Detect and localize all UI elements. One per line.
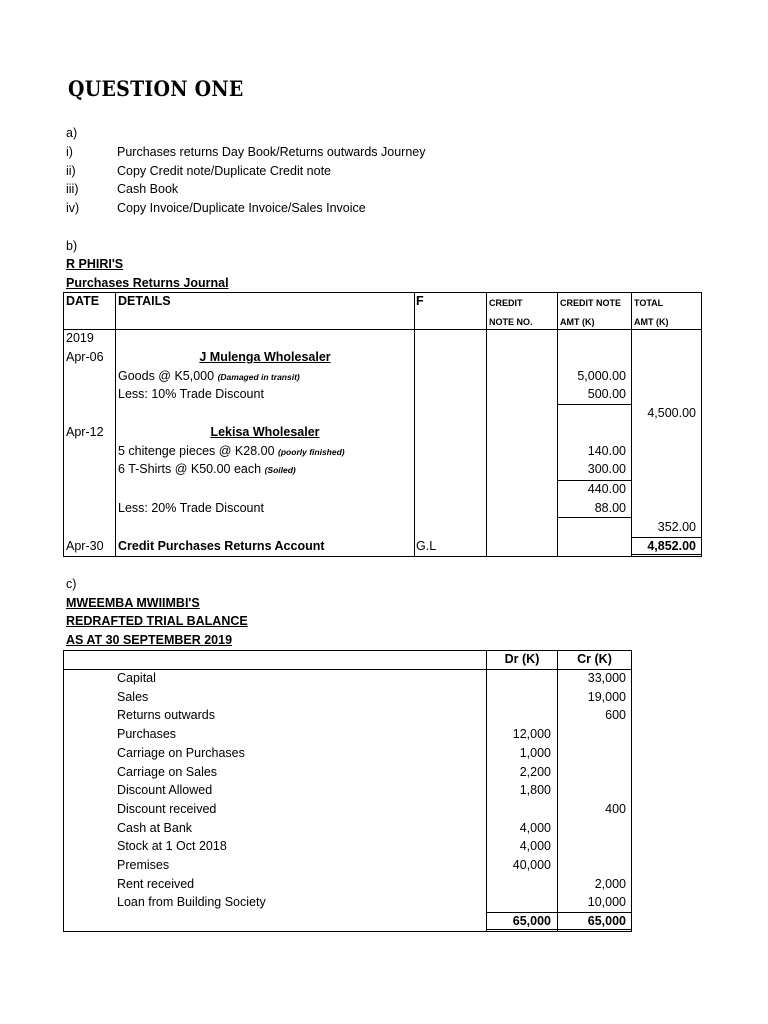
part-c-label: c)	[66, 577, 77, 591]
entry-line-note: (Damaged in transit)	[217, 372, 300, 382]
year: 2019	[66, 331, 94, 345]
entry-date: Apr-30	[66, 539, 104, 553]
table-row-item: Capital	[117, 671, 156, 685]
table-row-item: Carriage on Purchases	[117, 746, 245, 760]
table-row-item: Carriage on Sales	[117, 765, 218, 779]
table-row-cr: 400	[605, 802, 626, 816]
dr-header: Dr (K)	[504, 652, 540, 666]
list-item: Purchases returns Day Book/Returns outwards Journey	[117, 145, 426, 159]
entry-total: 352.00	[657, 520, 696, 534]
owner-name: MWEEMBA MWIIMBI'S	[66, 596, 200, 610]
total-dr: 65,000	[512, 914, 551, 928]
list-item-num: ii)	[66, 164, 76, 178]
table-row-item: Cash at Bank	[117, 821, 193, 835]
entry-date: Apr-12	[66, 425, 104, 439]
header-credit-note-no: NOTE NO.	[489, 317, 533, 327]
entry-line	[118, 444, 345, 458]
amount: 5,000.00	[577, 369, 626, 383]
entry-line-note: (poorly finished)	[278, 447, 345, 457]
entry-line-note: (Soiled)	[264, 465, 296, 475]
amount: 88.00	[594, 501, 626, 515]
entry-line-text: Goods @ K5,000	[118, 369, 218, 383]
trial-balance-date: AS AT 30 SEPTEMBER 2019	[66, 633, 233, 647]
header-date: DATE	[66, 294, 100, 308]
header-credit-note-amt: CREDIT NOTE	[560, 298, 622, 308]
page-title: QUESTION ONE	[68, 76, 244, 101]
table-row-cr: 10,000	[587, 895, 626, 909]
cr-header: Cr (K)	[577, 652, 612, 666]
header-details: DETAILS	[118, 294, 171, 308]
list-item-num: iii)	[66, 182, 79, 196]
header-folio: F	[416, 294, 424, 308]
table-row-cr: 33,000	[587, 671, 626, 685]
grand-total: 4,852.00	[647, 539, 696, 553]
amount: 300.00	[587, 462, 626, 476]
table-row-dr: 4,000	[519, 821, 551, 835]
final-details: Credit Purchases Returns Account	[118, 539, 325, 553]
table-row-dr: 4,000	[519, 839, 551, 853]
table-row-item: Stock at 1 Oct 2018	[117, 839, 227, 853]
table-row-dr: 1,800	[519, 783, 551, 797]
supplier-name: Lekisa Wholesaler	[210, 425, 320, 439]
table-row-item: Discount Allowed	[117, 783, 213, 797]
part-b-label: b)	[66, 239, 78, 253]
table-row-dr: 1,000	[519, 746, 551, 760]
table-row-cr: 19,000	[587, 690, 626, 704]
total-cr: 65,000	[587, 914, 626, 928]
owner-name: R PHIRI'S	[66, 257, 124, 271]
list-item: Copy Invoice/Duplicate Invoice/Sales Invoice	[117, 201, 366, 215]
table-row-item: Sales	[117, 690, 149, 704]
table-row-dr: 2,200	[519, 765, 551, 779]
entry-line: Less: 10% Trade Discount	[118, 387, 264, 401]
table-row-item: Purchases	[117, 727, 177, 741]
entry-line-text: 6 T-Shirts @ K50.00 each	[118, 462, 265, 476]
table-row-item: Discount received	[117, 802, 217, 816]
entry-line-text: 5 chitenge pieces @ K28.00	[118, 444, 279, 458]
folio: G.L	[416, 539, 437, 553]
header-credit-note-amt: AMT (K)	[560, 317, 595, 327]
list-item-num: i)	[66, 145, 73, 159]
header-total: AMT (K)	[634, 317, 669, 327]
entry-total: 4,500.00	[647, 406, 696, 420]
list-item-num: iv)	[66, 201, 80, 215]
entry-line	[118, 462, 296, 476]
amount: 500.00	[587, 387, 626, 401]
header-total: TOTAL	[634, 298, 664, 308]
list-item: Copy Credit note/Duplicate Credit note	[117, 164, 332, 178]
table-row-item: Loan from Building Society	[117, 895, 266, 909]
header-credit-note-no: CREDIT	[489, 298, 523, 308]
trial-balance-heading: REDRAFTED TRIAL BALANCE	[66, 614, 248, 628]
supplier-name: J Mulenga Wholesaler	[199, 350, 331, 364]
table-row-cr: 600	[605, 708, 626, 722]
part-a-label: a)	[66, 126, 78, 140]
entry-line: Less: 20% Trade Discount	[118, 501, 264, 515]
table-row-item: Premises	[117, 858, 170, 872]
subtotal: 440.00	[587, 482, 626, 496]
entry-date: Apr-06	[66, 350, 104, 364]
table-row-dr: 40,000	[512, 858, 551, 872]
table-row-item: Returns outwards	[117, 708, 215, 722]
table-row-cr: 2,000	[594, 877, 626, 891]
amount: 140.00	[587, 444, 626, 458]
list-item: Cash Book	[117, 182, 179, 196]
table-row-dr: 12,000	[512, 727, 551, 741]
table-row-item: Rent received	[117, 877, 195, 891]
journal-title: Purchases Returns Journal	[66, 276, 229, 290]
entry-line	[118, 369, 300, 383]
